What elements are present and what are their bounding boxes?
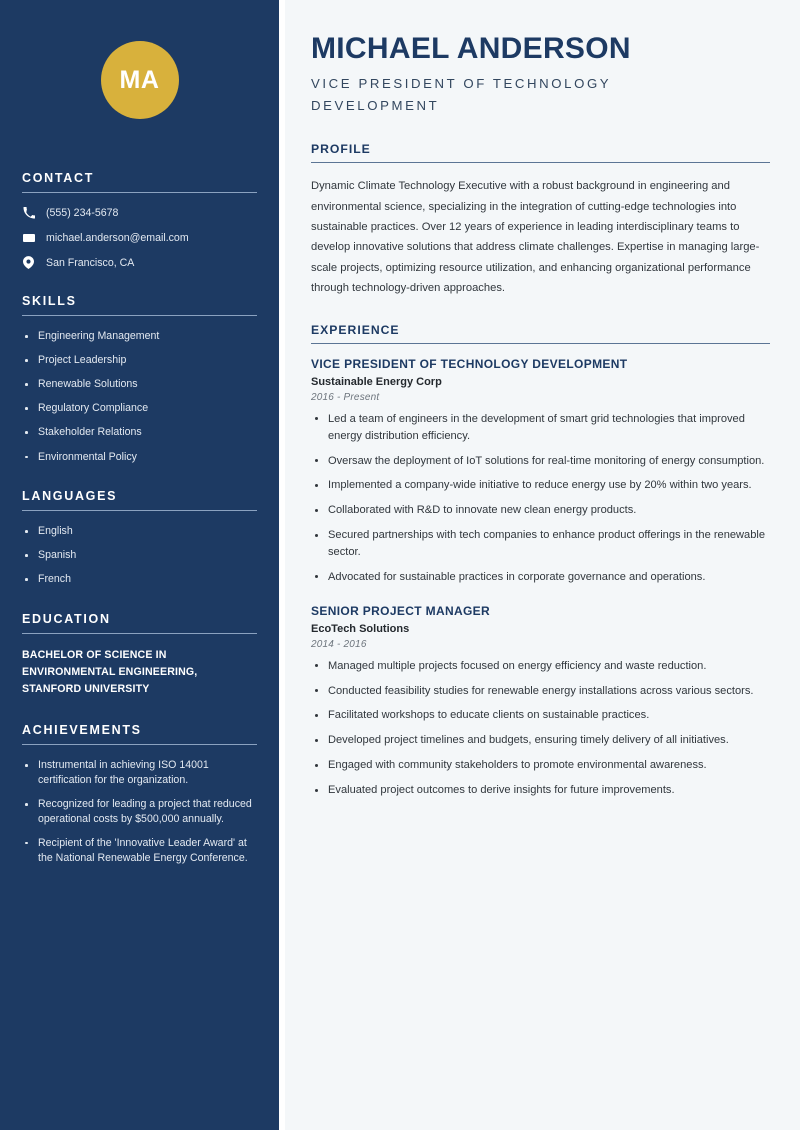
list-item: Advocated for sustainable practices in corporate governance and operations. xyxy=(311,569,770,586)
list-item: Stakeholder Relations xyxy=(22,425,257,440)
languages-section xyxy=(22,489,257,587)
education-section xyxy=(22,612,257,698)
list-item: Recipient of the 'Innovative Leader Award' at the National Renewable Energy Conference. xyxy=(22,836,257,865)
list-item: Engaged with community stakeholders to promote environmental awareness. xyxy=(311,757,770,774)
experience-divider xyxy=(311,343,770,344)
contact-phone-value: (555) 234-5678 xyxy=(46,206,119,219)
experience-heading: EXPERIENCE xyxy=(311,322,400,337)
education-heading: EDUCATION xyxy=(22,611,111,626)
experience-bullet-list xyxy=(311,658,770,799)
phone-icon xyxy=(22,206,35,219)
list-item: Recognized for leading a project that reduced operational costs by $500,000 annually. xyxy=(22,797,257,826)
education-divider xyxy=(22,633,257,634)
experience-job-title: VICE PRESIDENT OF TECHNOLOGY DEVELOPMENT xyxy=(311,356,628,371)
sidebar xyxy=(0,0,279,1130)
list-item: French xyxy=(22,572,257,587)
achievements-divider xyxy=(22,744,257,745)
skills-heading: SKILLS xyxy=(22,294,77,308)
list-item: Spanish xyxy=(22,548,257,563)
languages-list xyxy=(22,524,257,587)
contact-item-phone[interactable] xyxy=(22,206,257,219)
experience-job-title: SENIOR PROJECT MANAGER xyxy=(311,603,491,618)
profile-divider xyxy=(311,162,770,163)
avatar-initials: MA xyxy=(101,41,179,119)
page-title: MICHAEL ANDERSON xyxy=(311,32,631,65)
list-item: Oversaw the deployment of IoT solutions for real-time monitoring of energy consumption. xyxy=(311,453,770,470)
list-item: Developed project timelines and budgets, ensuring timely delivery of all initiatives. xyxy=(311,732,770,749)
list-item: Led a team of engineers in the development of smart grid technologies that improved energy distribution efficiency. xyxy=(311,411,770,445)
list-item: Facilitated workshops to educate clients on sustainable practices. xyxy=(311,707,770,724)
profile-section xyxy=(311,142,770,299)
experience-dates: 2014 - 2016 xyxy=(311,638,367,650)
envelope-icon xyxy=(22,231,35,244)
list-item: English xyxy=(22,524,257,539)
list-item: Instrumental in achieving ISO 14001 certification for the organization. xyxy=(22,758,257,787)
languages-heading: LANGUAGES xyxy=(22,489,118,504)
main-content xyxy=(285,0,800,1130)
experience-entry xyxy=(311,357,770,586)
achievements-section xyxy=(22,723,257,865)
contact-location-value: San Francisco, CA xyxy=(46,256,135,269)
languages-divider xyxy=(22,510,257,511)
experience-company: Sustainable Energy Corp xyxy=(311,375,442,388)
contact-item-location[interactable] xyxy=(22,256,257,269)
achievements-heading: ACHIEVEMENTS xyxy=(22,723,142,738)
contact-email-value: michael.anderson@email.com xyxy=(46,231,189,244)
list-item: Regulatory Compliance xyxy=(22,401,257,416)
list-item: Secured partnerships with tech companies to enhance product offerings in the renewable sector. xyxy=(311,527,770,561)
experience-section xyxy=(311,323,770,799)
skills-divider xyxy=(22,315,257,316)
list-item: Collaborated with R&D to innovate new clean energy products. xyxy=(311,502,770,519)
list-item: Managed multiple projects focused on energy efficiency and waste reduction. xyxy=(311,658,770,675)
experience-company: EcoTech Solutions xyxy=(311,622,410,635)
contact-item-email[interactable] xyxy=(22,231,257,244)
profile-heading: PROFILE xyxy=(311,142,371,156)
experience-bullet-list xyxy=(311,411,770,586)
list-item: Project Leadership xyxy=(22,353,257,368)
contact-divider xyxy=(22,192,257,193)
list-item: Evaluated project outcomes to derive insights for future improvements. xyxy=(311,782,770,799)
contact-section xyxy=(22,171,257,269)
experience-dates: 2016 - Present xyxy=(311,391,380,403)
contact-heading: CONTACT xyxy=(22,171,95,185)
list-item: Conducted feasibility studies for renewable energy installations across various sectors. xyxy=(311,683,770,700)
list-item: Environmental Policy xyxy=(22,450,257,465)
list-item: Implemented a company-wide initiative to reduce energy use by 20% within two years. xyxy=(311,477,770,494)
list-item: Renewable Solutions xyxy=(22,377,257,392)
skills-section xyxy=(22,294,257,464)
education-degree: BACHELOR OF SCIENCE IN ENVIRONMENTAL ENGINEERING, STANFORD UNIVERSITY xyxy=(22,648,198,696)
job-subtitle: VICE PRESIDENT OF TECHNOLOGY DEVELOPMENT xyxy=(311,75,611,114)
profile-text: Dynamic Climate Technology Executive with a robust background in engineering and environmental science, specializing in the integration of cutting-edge technologies into sustainable practices. Over 12 years of experience in leading interdisciplinary teams to develop innovative solutions that address climate challenges. Expertise in managing large-scale projects, optimizing resource utilization, and enhancing organizational performance through technology-driven approaches. xyxy=(311,180,760,295)
experience-entry xyxy=(311,604,770,799)
list-item: Engineering Management xyxy=(22,329,257,344)
skills-list xyxy=(22,329,257,464)
avatar-container xyxy=(22,0,257,171)
map-pin-icon xyxy=(22,256,35,269)
achievements-list xyxy=(22,758,257,865)
